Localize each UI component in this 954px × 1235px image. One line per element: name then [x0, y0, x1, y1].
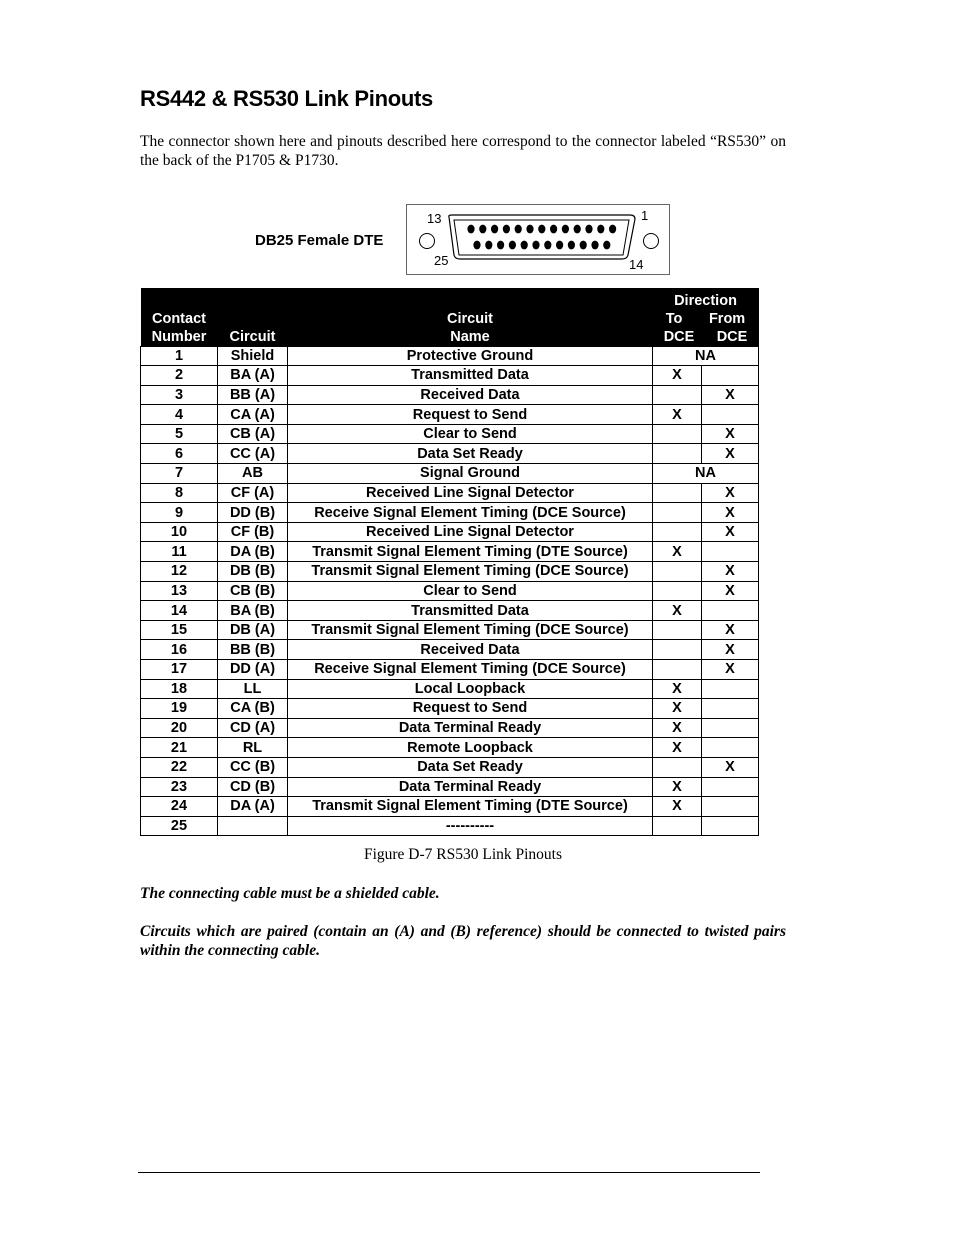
direction-from-dce-cell: X	[702, 444, 759, 464]
circuit-name-cell: Protective Ground	[288, 346, 653, 366]
direction-to-dce-cell: X	[653, 542, 702, 562]
direction-to-dce-cell: X	[653, 601, 702, 621]
dshell-outer	[449, 215, 635, 259]
circuit-name-cell: Local Loopback	[288, 679, 653, 699]
circuit-name-cell: Transmitted Data	[288, 366, 653, 386]
pin-label-25: 25	[434, 253, 449, 268]
circuit-cell: CD (A)	[218, 718, 288, 738]
direction-na-cell: NA	[653, 464, 759, 484]
direction-from-dce-cell	[702, 601, 759, 621]
table-row	[141, 542, 759, 562]
pin-dot	[509, 241, 516, 250]
note-shielded-cable: The connecting cable must be a shielded cable.	[140, 885, 440, 902]
contact-cell: 13	[141, 581, 218, 601]
contact-cell: 10	[141, 522, 218, 542]
contact-cell: 14	[141, 601, 218, 621]
circuit-cell: BA (A)	[218, 366, 288, 386]
pin-dot	[521, 241, 528, 250]
table-row	[141, 797, 759, 817]
circuit-name-cell: Received Data	[288, 640, 653, 660]
table-row	[141, 620, 759, 640]
table-row	[141, 699, 759, 719]
table-row	[141, 660, 759, 680]
contact-cell: 16	[141, 640, 218, 660]
circuit-name-cell: Received Line Signal Detector	[288, 483, 653, 503]
circuit-cell: CC (A)	[218, 444, 288, 464]
pin-dot	[473, 241, 480, 250]
circuit-cell: Shield	[218, 346, 288, 366]
direction-to-dce-cell	[653, 816, 702, 836]
direction-from-dce-cell	[702, 738, 759, 758]
circuit-name-cell: Remote Loopback	[288, 738, 653, 758]
pin-dot	[497, 241, 504, 250]
direction-to-dce-cell	[653, 503, 702, 523]
header-direction: Direction To From DCE DCE	[653, 288, 759, 346]
direction-to-dce-cell	[653, 660, 702, 680]
circuit-name-cell: ----------	[288, 816, 653, 836]
direction-from-dce-cell: X	[702, 503, 759, 523]
direction-from-dce-cell: X	[702, 757, 759, 777]
circuit-name-cell: Received Data	[288, 385, 653, 405]
pin-dot	[597, 225, 604, 234]
table-row	[141, 346, 759, 366]
table-row	[141, 738, 759, 758]
circuit-name-cell: Clear to Send	[288, 424, 653, 444]
direction-to-dce-cell	[653, 483, 702, 503]
mounting-hole-right	[644, 234, 659, 249]
pin-dot	[491, 225, 498, 234]
circuit-name-cell: Data Terminal Ready	[288, 718, 653, 738]
pin-dot	[503, 225, 510, 234]
table-row	[141, 366, 759, 386]
circuit-cell: BA (B)	[218, 601, 288, 621]
circuit-name-cell: Data Set Ready	[288, 757, 653, 777]
table-row	[141, 405, 759, 425]
note-twisted-pairs: Circuits which are paired (contain an (A) and (B) reference) should be connected to twisted pairs within the connecting cable.	[140, 923, 786, 959]
pinout-table	[140, 288, 759, 836]
direction-from-dce-cell	[702, 679, 759, 699]
table-row	[141, 562, 759, 582]
direction-from-dce-cell	[702, 542, 759, 562]
circuit-name-cell: Request to Send	[288, 405, 653, 425]
direction-na-cell: NA	[653, 346, 759, 366]
contact-cell: 20	[141, 718, 218, 738]
pin-row-bottom	[473, 241, 610, 250]
contact-cell: 17	[141, 660, 218, 680]
db25-connector-diagram	[406, 204, 670, 275]
contact-cell: 4	[141, 405, 218, 425]
direction-to-dce-cell: X	[653, 699, 702, 719]
direction-from-dce-cell: X	[702, 640, 759, 660]
direction-to-dce-cell: X	[653, 797, 702, 817]
direction-from-dce-cell: X	[702, 522, 759, 542]
header-contact-number: Contact Number	[141, 288, 218, 346]
contact-cell: 15	[141, 620, 218, 640]
pin-dot	[544, 241, 551, 250]
table-row	[141, 444, 759, 464]
direction-from-dce-cell: X	[702, 660, 759, 680]
direction-to-dce-cell	[653, 562, 702, 582]
contact-cell: 1	[141, 346, 218, 366]
circuit-name-cell: Receive Signal Element Timing (DCE Source)	[288, 503, 653, 523]
direction-to-dce-cell	[653, 581, 702, 601]
header-circuit-name: Circuit Name	[288, 288, 653, 346]
circuit-cell: DB (A)	[218, 620, 288, 640]
circuit-name-cell: Request to Send	[288, 699, 653, 719]
table-row	[141, 464, 759, 484]
table-row	[141, 522, 759, 542]
direction-from-dce-cell	[702, 797, 759, 817]
circuit-name-cell: Transmit Signal Element Timing (DTE Source)	[288, 797, 653, 817]
circuit-name-cell: Transmit Signal Element Timing (DCE Source)	[288, 562, 653, 582]
header-to: To	[665, 310, 683, 327]
contact-cell: 23	[141, 777, 218, 797]
figure-caption: Figure D-7 RS530 Link Pinouts	[363, 846, 563, 863]
table-row	[141, 483, 759, 503]
table-row	[141, 757, 759, 777]
contact-cell: 24	[141, 797, 218, 817]
contact-cell: 8	[141, 483, 218, 503]
direction-to-dce-cell: X	[653, 405, 702, 425]
circuit-cell: CF (B)	[218, 522, 288, 542]
pin-label-14: 14	[629, 257, 644, 272]
circuit-cell: DD (A)	[218, 660, 288, 680]
circuit-cell: CB (A)	[218, 424, 288, 444]
page-title: RS442 & RS530 Link Pinouts	[140, 86, 433, 111]
direction-to-dce-cell: X	[653, 718, 702, 738]
table-row	[141, 385, 759, 405]
pin-dot	[591, 241, 598, 250]
direction-from-dce-cell: X	[702, 385, 759, 405]
circuit-cell: CA (B)	[218, 699, 288, 719]
table-row	[141, 424, 759, 444]
pin-dot	[532, 241, 539, 250]
circuit-name-cell: Transmit Signal Element Timing (DCE Source)	[288, 620, 653, 640]
connector-label: DB25 Female DTE	[255, 232, 384, 249]
pin-dot	[574, 225, 581, 234]
circuit-name-cell: Transmit Signal Element Timing (DTE Source)	[288, 542, 653, 562]
circuit-cell: DD (B)	[218, 503, 288, 523]
pin-dot	[515, 225, 522, 234]
table-row	[141, 777, 759, 797]
circuit-cell: CC (B)	[218, 757, 288, 777]
direction-from-dce-cell	[702, 405, 759, 425]
pin-dot	[467, 225, 474, 234]
header-from-dce: DCE	[716, 328, 748, 345]
contact-cell: 12	[141, 562, 218, 582]
circuit-name-cell: Data Set Ready	[288, 444, 653, 464]
circuit-cell: BB (B)	[218, 640, 288, 660]
contact-cell: 3	[141, 385, 218, 405]
circuit-name-cell: Receive Signal Element Timing (DCE Source)	[288, 660, 653, 680]
pin-dot	[485, 241, 492, 250]
pin-dot	[580, 241, 587, 250]
contact-cell: 25	[141, 816, 218, 836]
table-row	[141, 503, 759, 523]
pin-label-13: 13	[427, 211, 442, 226]
table-header-row	[141, 288, 759, 346]
circuit-cell	[218, 816, 288, 836]
circuit-name-cell: Received Line Signal Detector	[288, 522, 653, 542]
contact-cell: 21	[141, 738, 218, 758]
contact-cell: 2	[141, 366, 218, 386]
header-from: From	[708, 310, 746, 327]
direction-to-dce-cell	[653, 640, 702, 660]
circuit-name-cell: Clear to Send	[288, 581, 653, 601]
direction-to-dce-cell	[653, 444, 702, 464]
direction-to-dce-cell: X	[653, 777, 702, 797]
contact-cell: 11	[141, 542, 218, 562]
mounting-hole-left	[420, 234, 435, 249]
table-row	[141, 679, 759, 699]
direction-to-dce-cell	[653, 757, 702, 777]
pin-dot	[603, 241, 610, 250]
pin-dot	[585, 225, 592, 234]
pin-row-top	[467, 225, 616, 234]
pinout-table-body	[141, 346, 759, 836]
circuit-cell: RL	[218, 738, 288, 758]
table-row	[141, 601, 759, 621]
direction-to-dce-cell	[653, 522, 702, 542]
direction-from-dce-cell: X	[702, 620, 759, 640]
pin-dot	[526, 225, 533, 234]
table-row	[141, 581, 759, 601]
table-row	[141, 640, 759, 660]
circuit-cell: CF (A)	[218, 483, 288, 503]
direction-to-dce-cell	[653, 385, 702, 405]
pin-dot	[538, 225, 545, 234]
circuit-cell: DB (B)	[218, 562, 288, 582]
direction-from-dce-cell	[702, 699, 759, 719]
header-circuit: Circuit	[218, 288, 288, 346]
pin-dot	[562, 225, 569, 234]
table-row	[141, 816, 759, 836]
direction-to-dce-cell	[653, 424, 702, 444]
pin-dot	[550, 225, 557, 234]
contact-cell: 18	[141, 679, 218, 699]
direction-to-dce-cell	[653, 620, 702, 640]
footer-rule	[138, 1172, 760, 1173]
direction-from-dce-cell	[702, 366, 759, 386]
circuit-cell: CD (B)	[218, 777, 288, 797]
contact-cell: 7	[141, 464, 218, 484]
circuit-name-cell: Transmitted Data	[288, 601, 653, 621]
circuit-cell: CA (A)	[218, 405, 288, 425]
direction-from-dce-cell: X	[702, 581, 759, 601]
pin-dot	[479, 225, 486, 234]
direction-to-dce-cell: X	[653, 679, 702, 699]
circuit-cell: LL	[218, 679, 288, 699]
circuit-name-cell: Data Terminal Ready	[288, 777, 653, 797]
pin-dot	[609, 225, 616, 234]
circuit-cell: DA (B)	[218, 542, 288, 562]
circuit-name-cell: Signal Ground	[288, 464, 653, 484]
circuit-cell: DA (A)	[218, 797, 288, 817]
direction-from-dce-cell: X	[702, 483, 759, 503]
direction-from-dce-cell: X	[702, 562, 759, 582]
intro-paragraph: The connector shown here and pinouts described here correspond to the connector labeled “RS530” on the back of the P1705 & P1730.	[140, 133, 786, 169]
pin-dot	[568, 241, 575, 250]
circuit-cell: CB (B)	[218, 581, 288, 601]
contact-cell: 9	[141, 503, 218, 523]
direction-to-dce-cell: X	[653, 366, 702, 386]
direction-from-dce-cell	[702, 718, 759, 738]
contact-cell: 22	[141, 757, 218, 777]
contact-cell: 19	[141, 699, 218, 719]
table-row	[141, 718, 759, 738]
direction-to-dce-cell: X	[653, 738, 702, 758]
circuit-cell: AB	[218, 464, 288, 484]
header-to-dce: DCE	[663, 328, 695, 345]
pin-label-1: 1	[641, 208, 649, 223]
pin-dot	[556, 241, 563, 250]
contact-cell: 5	[141, 424, 218, 444]
direction-from-dce-cell	[702, 816, 759, 836]
direction-from-dce-cell	[702, 777, 759, 797]
contact-cell: 6	[141, 444, 218, 464]
circuit-cell: BB (A)	[218, 385, 288, 405]
direction-from-dce-cell: X	[702, 424, 759, 444]
